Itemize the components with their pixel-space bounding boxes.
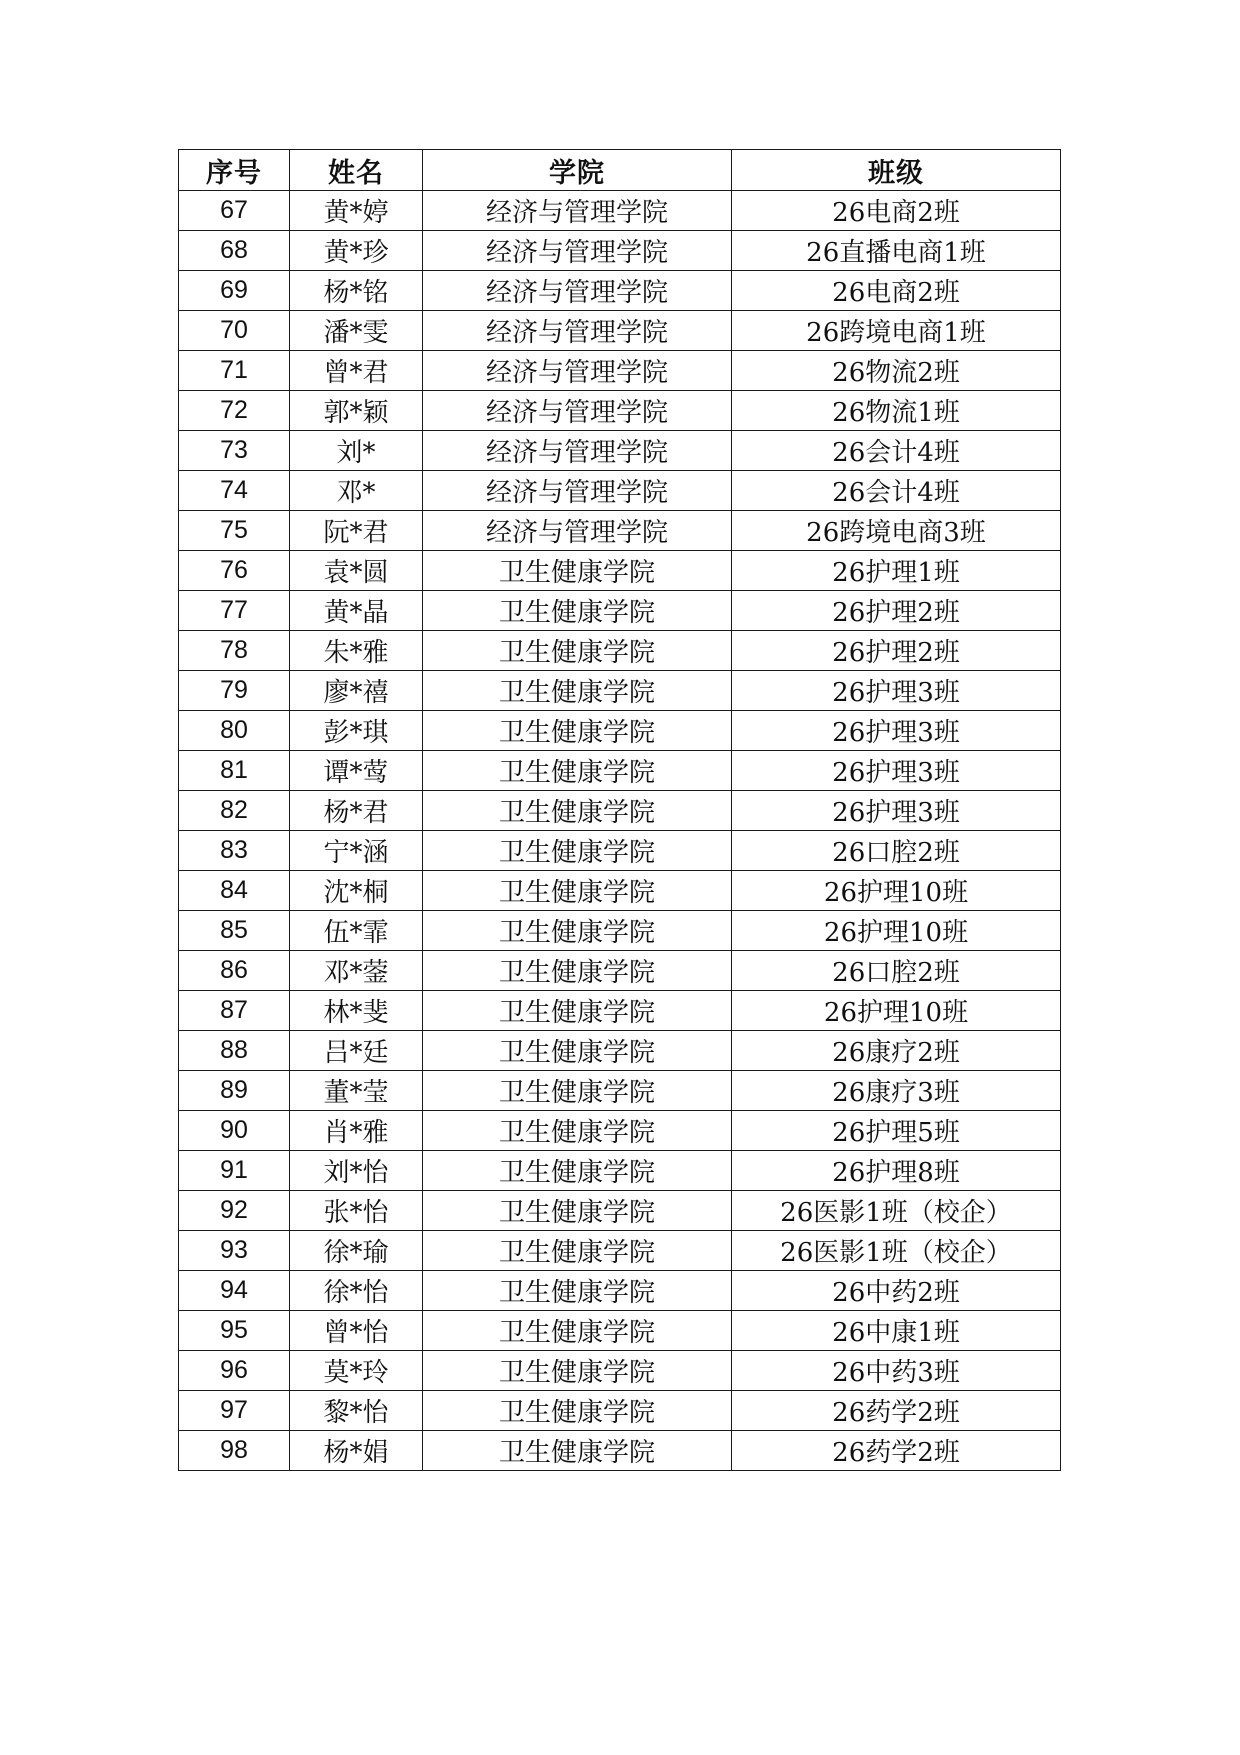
cell-college: 卫生健康学院: [423, 1431, 732, 1471]
header-name: 姓名: [290, 150, 423, 191]
cell-college: 经济与管理学院: [423, 391, 732, 431]
cell-class: 26护理3班: [732, 791, 1061, 831]
cell-name: 黎*怡: [290, 1391, 423, 1431]
cell-class: 26护理10班: [732, 871, 1061, 911]
cell-class: 26护理1班: [732, 551, 1061, 591]
cell-no: 98: [179, 1431, 290, 1471]
cell-name: 谭*莺: [290, 751, 423, 791]
cell-no: 76: [179, 551, 290, 591]
cell-name: 廖*禧: [290, 671, 423, 711]
cell-no: 69: [179, 271, 290, 311]
cell-no: 93: [179, 1231, 290, 1271]
table-row: [179, 191, 1061, 231]
cell-college: 卫生健康学院: [423, 951, 732, 991]
cell-class: 26护理3班: [732, 751, 1061, 791]
cell-name: 杨*君: [290, 791, 423, 831]
header-class: 班级: [732, 150, 1061, 191]
cell-name: 伍*霏: [290, 911, 423, 951]
cell-name: 徐*瑜: [290, 1231, 423, 1271]
cell-name: 杨*娟: [290, 1431, 423, 1471]
table-row: [179, 231, 1061, 271]
cell-class: 26护理5班: [732, 1111, 1061, 1151]
table-row: [179, 1351, 1061, 1391]
table-row: [179, 351, 1061, 391]
cell-name: 曾*君: [290, 351, 423, 391]
cell-name: 黄*晶: [290, 591, 423, 631]
table-row: [179, 711, 1061, 751]
cell-college: 卫生健康学院: [423, 1391, 732, 1431]
cell-name: 宁*涵: [290, 831, 423, 871]
cell-no: 91: [179, 1151, 290, 1191]
cell-college: 卫生健康学院: [423, 631, 732, 671]
cell-no: 85: [179, 911, 290, 951]
cell-class: 26药学2班: [732, 1391, 1061, 1431]
cell-no: 79: [179, 671, 290, 711]
table-row: [179, 911, 1061, 951]
cell-name: 吕*廷: [290, 1031, 423, 1071]
table-body: [179, 191, 1061, 1471]
table-row: [179, 271, 1061, 311]
cell-no: 78: [179, 631, 290, 671]
cell-class: 26会计4班: [732, 471, 1061, 511]
cell-name: 莫*玲: [290, 1351, 423, 1391]
cell-college: 卫生健康学院: [423, 711, 732, 751]
cell-college: 经济与管理学院: [423, 271, 732, 311]
cell-class: 26康疗2班: [732, 1031, 1061, 1071]
cell-college: 经济与管理学院: [423, 511, 732, 551]
cell-name: 沈*桐: [290, 871, 423, 911]
cell-name: 潘*雯: [290, 311, 423, 351]
table-row: [179, 1311, 1061, 1351]
cell-no: 75: [179, 511, 290, 551]
cell-no: 67: [179, 191, 290, 231]
table-row: [179, 391, 1061, 431]
cell-no: 74: [179, 471, 290, 511]
cell-class: 26护理3班: [732, 671, 1061, 711]
cell-class: 26物流2班: [732, 351, 1061, 391]
cell-no: 97: [179, 1391, 290, 1431]
table-row: [179, 831, 1061, 871]
cell-no: 86: [179, 951, 290, 991]
cell-class: 26直播电商1班: [732, 231, 1061, 271]
cell-class: 26药学2班: [732, 1431, 1061, 1471]
table-row: [179, 1191, 1061, 1231]
cell-no: 87: [179, 991, 290, 1031]
cell-no: 92: [179, 1191, 290, 1231]
cell-name: 张*怡: [290, 1191, 423, 1231]
table-row: [179, 1391, 1061, 1431]
cell-name: 邓*: [290, 471, 423, 511]
table-row: [179, 471, 1061, 511]
cell-college: 卫生健康学院: [423, 871, 732, 911]
header-no: 序号: [179, 150, 290, 191]
cell-name: 曾*怡: [290, 1311, 423, 1351]
cell-college: 卫生健康学院: [423, 1111, 732, 1151]
cell-name: 杨*铭: [290, 271, 423, 311]
cell-college: 经济与管理学院: [423, 351, 732, 391]
table-row: [179, 1431, 1061, 1471]
cell-college: 卫生健康学院: [423, 1191, 732, 1231]
cell-college: 卫生健康学院: [423, 751, 732, 791]
cell-name: 阮*君: [290, 511, 423, 551]
cell-no: 81: [179, 751, 290, 791]
table-row: [179, 751, 1061, 791]
table-row: [179, 551, 1061, 591]
cell-class: 26医影1班（校企）: [732, 1231, 1061, 1271]
cell-college: 卫生健康学院: [423, 831, 732, 871]
cell-no: 73: [179, 431, 290, 471]
cell-college: 卫生健康学院: [423, 1351, 732, 1391]
cell-class: 26医影1班（校企）: [732, 1191, 1061, 1231]
cell-college: 卫生健康学院: [423, 1231, 732, 1271]
cell-no: 84: [179, 871, 290, 911]
cell-no: 68: [179, 231, 290, 271]
cell-name: 肖*雅: [290, 1111, 423, 1151]
cell-no: 94: [179, 1271, 290, 1311]
cell-class: 26护理10班: [732, 991, 1061, 1031]
cell-class: 26会计4班: [732, 431, 1061, 471]
table-row: [179, 951, 1061, 991]
table-row: [179, 1231, 1061, 1271]
cell-class: 26口腔2班: [732, 831, 1061, 871]
cell-class: 26跨境电商3班: [732, 511, 1061, 551]
student-roster-table: [178, 149, 1061, 1471]
cell-class: 26中康1班: [732, 1311, 1061, 1351]
cell-class: 26跨境电商1班: [732, 311, 1061, 351]
cell-college: 卫生健康学院: [423, 911, 732, 951]
cell-college: 经济与管理学院: [423, 471, 732, 511]
table-header: [179, 150, 1061, 191]
table-row: [179, 1271, 1061, 1311]
table-row: [179, 791, 1061, 831]
cell-class: 26康疗3班: [732, 1071, 1061, 1111]
table-row: [179, 1071, 1061, 1111]
cell-name: 刘*: [290, 431, 423, 471]
cell-college: 卫生健康学院: [423, 671, 732, 711]
cell-name: 黄*婷: [290, 191, 423, 231]
cell-class: 26中药3班: [732, 1351, 1061, 1391]
cell-class: 26物流1班: [732, 391, 1061, 431]
cell-name: 董*莹: [290, 1071, 423, 1111]
cell-no: 71: [179, 351, 290, 391]
cell-college: 卫生健康学院: [423, 591, 732, 631]
cell-college: 卫生健康学院: [423, 791, 732, 831]
cell-no: 90: [179, 1111, 290, 1151]
cell-no: 88: [179, 1031, 290, 1071]
cell-college: 卫生健康学院: [423, 1071, 732, 1111]
cell-class: 26护理2班: [732, 591, 1061, 631]
cell-no: 70: [179, 311, 290, 351]
cell-college: 卫生健康学院: [423, 1031, 732, 1071]
cell-college: 卫生健康学院: [423, 551, 732, 591]
table-row: [179, 431, 1061, 471]
table-row: [179, 1111, 1061, 1151]
cell-name: 朱*雅: [290, 631, 423, 671]
table-row: [179, 871, 1061, 911]
table-row: [179, 991, 1061, 1031]
cell-name: 袁*圆: [290, 551, 423, 591]
cell-class: 26中药2班: [732, 1271, 1061, 1311]
table-row: [179, 671, 1061, 711]
cell-college: 卫生健康学院: [423, 1311, 732, 1351]
cell-no: 82: [179, 791, 290, 831]
cell-name: 黄*珍: [290, 231, 423, 271]
table-row: [179, 631, 1061, 671]
cell-no: 83: [179, 831, 290, 871]
cell-no: 80: [179, 711, 290, 751]
cell-class: 26电商2班: [732, 271, 1061, 311]
header-row: [179, 150, 1061, 191]
table-row: [179, 591, 1061, 631]
cell-college: 经济与管理学院: [423, 191, 732, 231]
cell-name: 邓*蓥: [290, 951, 423, 991]
cell-no: 89: [179, 1071, 290, 1111]
cell-college: 卫生健康学院: [423, 991, 732, 1031]
cell-class: 26护理2班: [732, 631, 1061, 671]
cell-no: 95: [179, 1311, 290, 1351]
cell-no: 96: [179, 1351, 290, 1391]
cell-name: 徐*怡: [290, 1271, 423, 1311]
table-row: [179, 1031, 1061, 1071]
cell-no: 72: [179, 391, 290, 431]
header-college: 学院: [423, 150, 732, 191]
cell-college: 卫生健康学院: [423, 1271, 732, 1311]
cell-name: 林*斐: [290, 991, 423, 1031]
cell-name: 刘*怡: [290, 1151, 423, 1191]
cell-class: 26护理10班: [732, 911, 1061, 951]
table-row: [179, 311, 1061, 351]
cell-class: 26电商2班: [732, 191, 1061, 231]
table-row: [179, 511, 1061, 551]
cell-class: 26护理3班: [732, 711, 1061, 751]
cell-college: 卫生健康学院: [423, 1151, 732, 1191]
cell-class: 26护理8班: [732, 1151, 1061, 1191]
table-row: [179, 1151, 1061, 1191]
cell-name: 彭*琪: [290, 711, 423, 751]
cell-class: 26口腔2班: [732, 951, 1061, 991]
cell-college: 经济与管理学院: [423, 231, 732, 271]
cell-college: 经济与管理学院: [423, 431, 732, 471]
cell-no: 77: [179, 591, 290, 631]
cell-name: 郭*颖: [290, 391, 423, 431]
cell-college: 经济与管理学院: [423, 311, 732, 351]
